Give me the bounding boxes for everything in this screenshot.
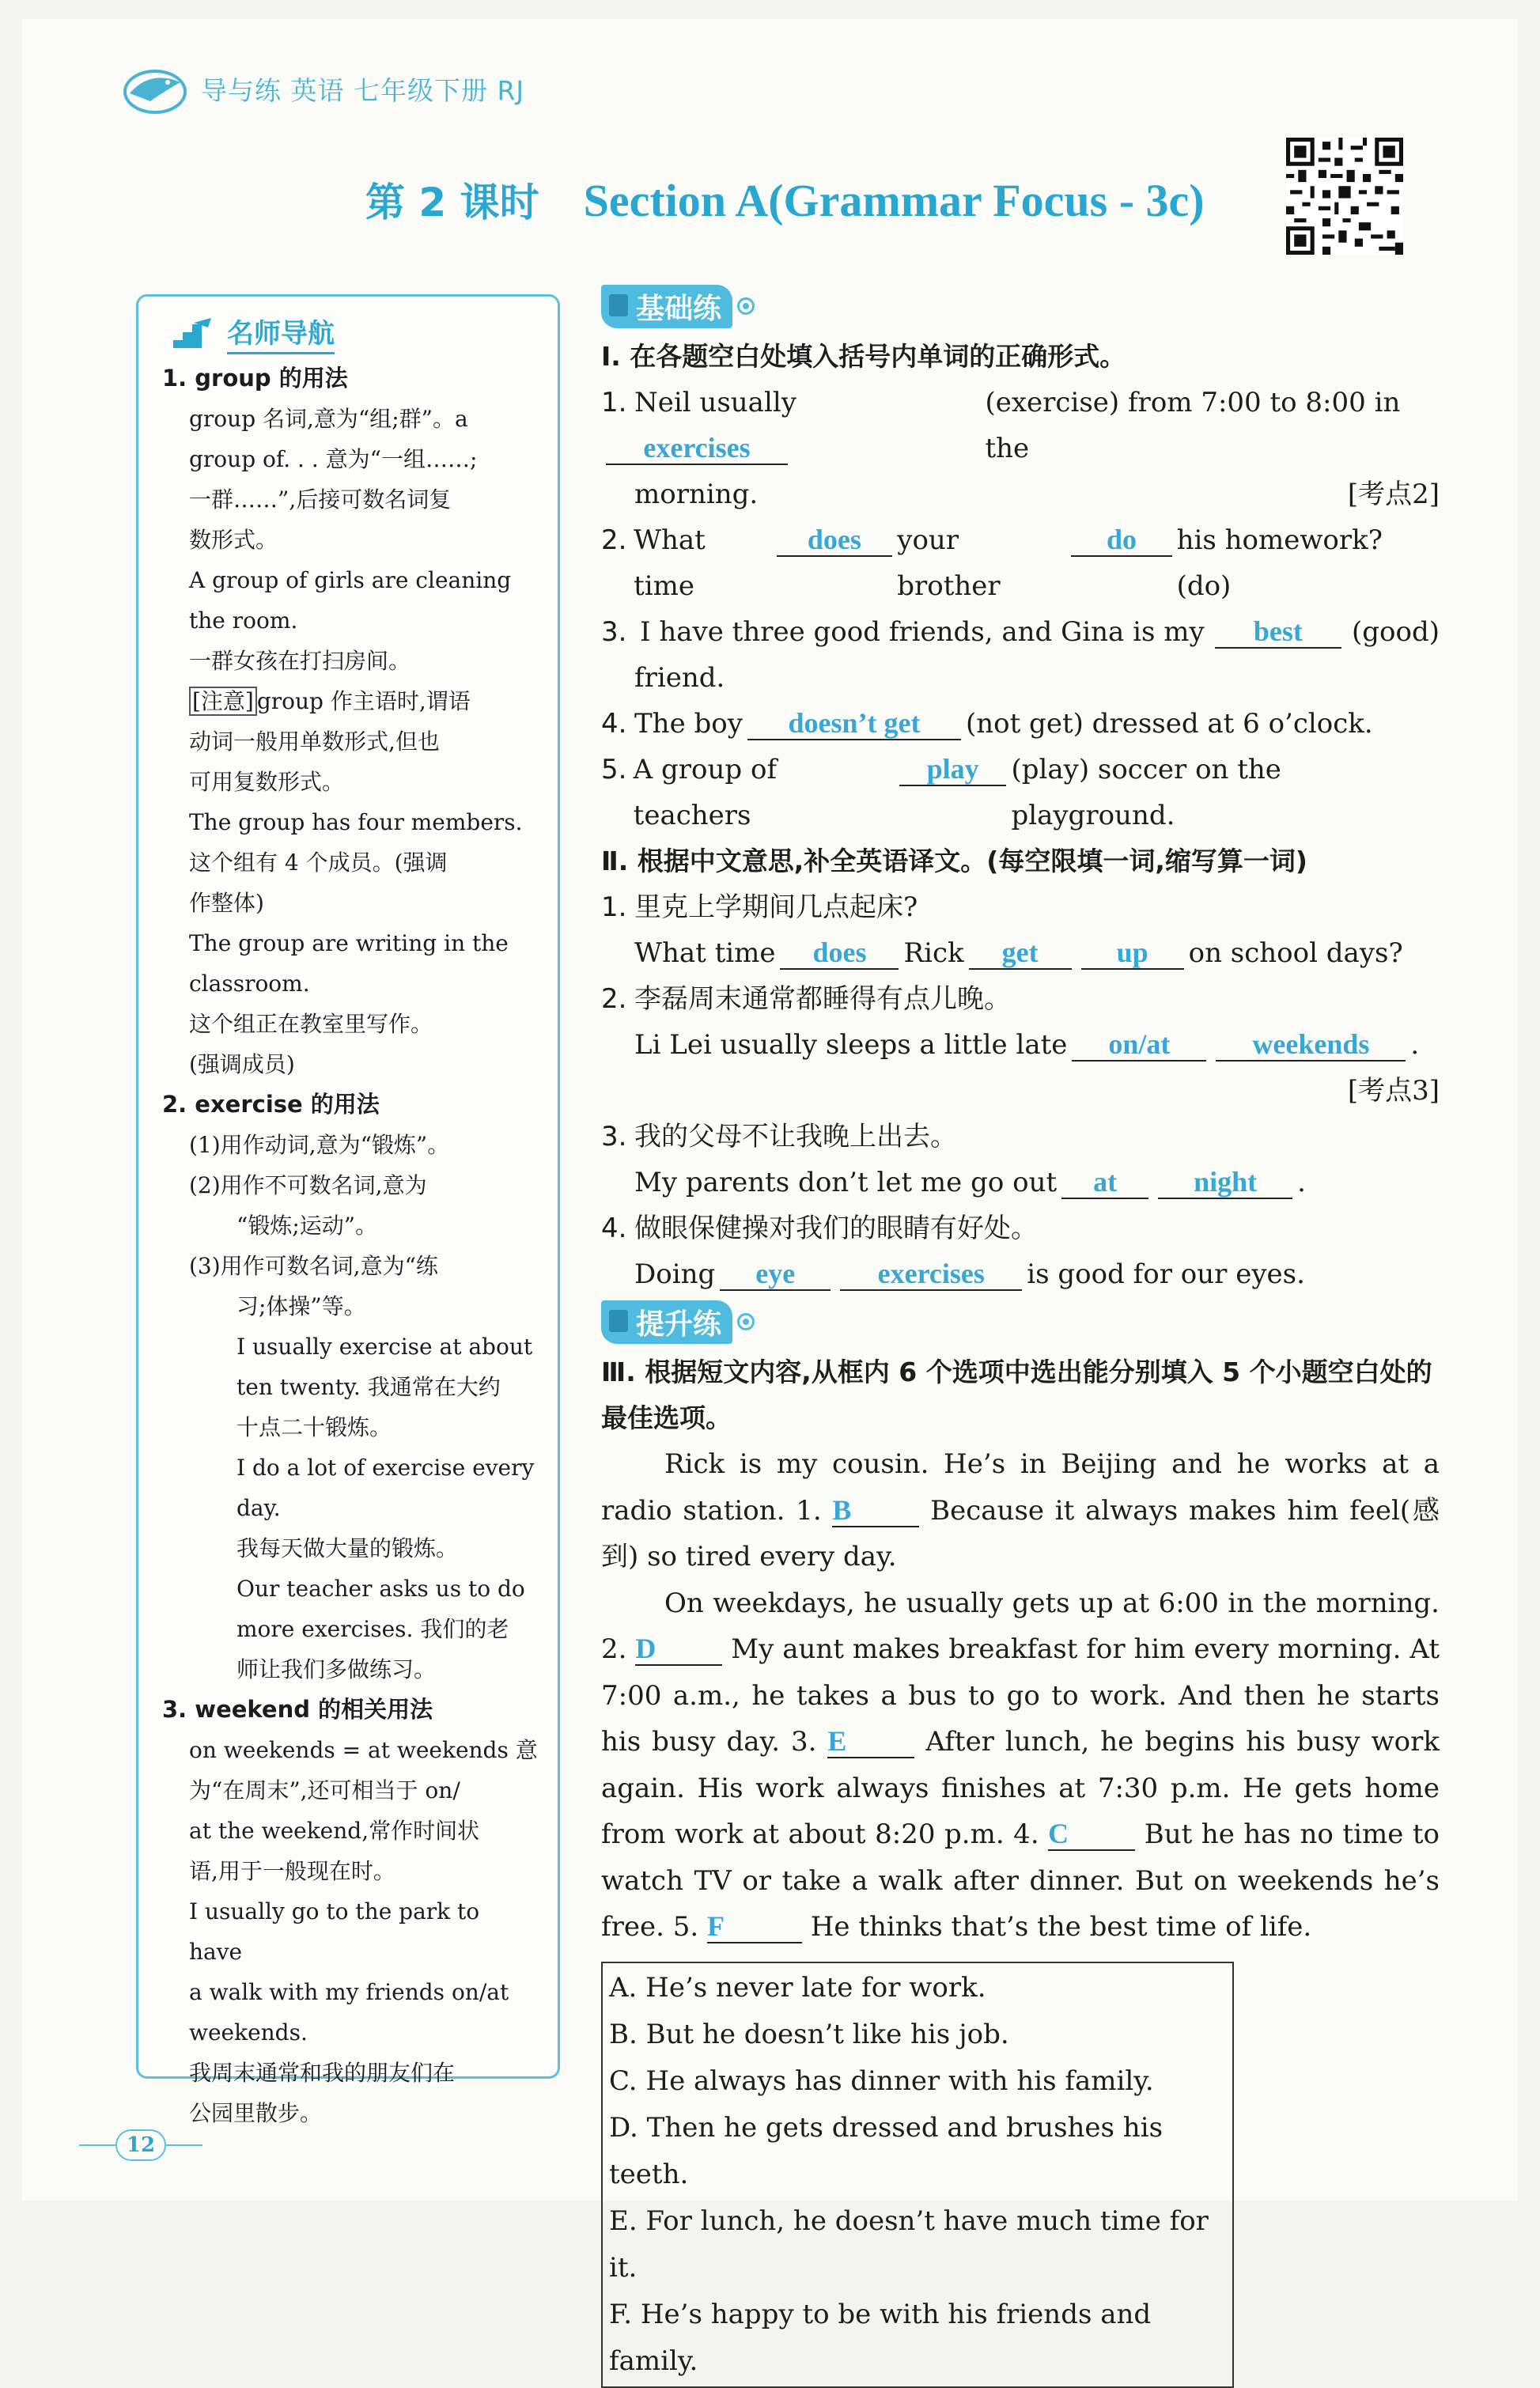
passage-text: After lunch, he begins his busy work again. His work always finishes at 7:30 p.m. He gets home from work at about 8:20 p.m. 4. (601, 1726, 1440, 1850)
sidebar-line: a walk with my friends on/at (189, 1979, 509, 2005)
passage-paragraph-2 (601, 1580, 1440, 1951)
option-item: A. He’s never late for work. (609, 1971, 986, 2004)
badge-dot-icon (737, 1313, 755, 1330)
passage-text: On weekdays, he usually gets up at 6:00 in the morning. 2. (601, 1587, 1440, 1665)
sidebar-line-text: group 作主语时,谓语 (256, 688, 471, 714)
sidebar-line: The group are writing in the (189, 930, 509, 956)
question-text: What time (634, 937, 776, 969)
passage-paragraph-1 (601, 1441, 1440, 1580)
part2-q3-cn (601, 1114, 1440, 1160)
question-text: on school days? (1188, 937, 1403, 969)
question-text: Rick (903, 937, 964, 969)
option-item: E. For lunch, he doesn’t have much time for it. (609, 2204, 1209, 2284)
passage-text: Rick is my cousin. He’s in Beijing and he works at a radio station. 1. (601, 1448, 1440, 1527)
sidebar-line: “锻炼;运动”。 (236, 1213, 378, 1239)
option-item: B. But he doesn’t like his job. (609, 2018, 1009, 2050)
sidebar-line: 这个组有 4 个成员。(强调 (189, 850, 448, 876)
lesson-title (365, 171, 1205, 228)
sidebar-line: on weekends = at weekends 意 (189, 1737, 538, 1763)
sidebar-example: 十点二十锻炼。 (236, 1414, 392, 1440)
running-header (119, 57, 524, 120)
sidebar-line: A group of girls are cleaning (189, 567, 512, 593)
answer-blank[interactable]: B (832, 1494, 919, 1527)
sidebar-example: 师让我们多做练习。 (236, 1656, 437, 1682)
part1-q1-cont (601, 471, 1440, 517)
usage-heading-exercise: 2. exercise 的用法 (162, 1091, 380, 1118)
option-item: D. Then he gets dressed and brushes his teeth. (609, 2111, 1164, 2190)
part2-q2-cn (601, 976, 1440, 1022)
sidebar-example: I do a lot of exercise every (236, 1455, 535, 1481)
part1-q3 (601, 609, 1440, 655)
answer-blank[interactable]: does (777, 524, 893, 557)
basic-section-badge (601, 283, 1440, 329)
sidebar-line: at the weekend,常作时间状 (189, 1818, 480, 1844)
badge-dot-icon (737, 297, 755, 315)
passage-text: But he has no time to watch TV or take a walk after dinner. But on weekends he’s free. 5. (601, 1818, 1440, 1943)
sidebar-example: ten twenty. 我通常在大约 (236, 1374, 501, 1400)
page-number: 12 (115, 2129, 166, 2161)
sidebar-line: 可用复数形式。 (189, 769, 345, 795)
question-text: The boy (634, 708, 743, 740)
part3-instruction: Ⅲ. 根据短文内容,从框内 6 个选项中选出能分别填入 5 个小题空白处的最佳选项。 (601, 1357, 1432, 1433)
part2-q4-en (601, 1251, 1440, 1297)
question-text: . (1410, 1029, 1420, 1061)
sidebar-line: 一群……”,后接可数名词复 (189, 486, 452, 513)
lesson-number: 第 2 课时 (365, 180, 539, 225)
sidebar-line: the room. (189, 607, 298, 634)
answer-blank[interactable]: best (1215, 615, 1341, 649)
sidebar-line: 为“在周末”,还可相当于 on/ (189, 1777, 460, 1803)
passage-text: My aunt makes breakfast for him every morning. At 7:00 a.m., he takes a bus to go to work. And then he starts his busy day. 3. (601, 1633, 1440, 1758)
question-number: 5. (601, 754, 627, 785)
question-text: (play) soccer on the playground. (1011, 754, 1281, 831)
sidebar-line: 数形式。 (189, 527, 278, 553)
part2-q2-tag-row (601, 1068, 1440, 1114)
answer-blank[interactable]: eye (720, 1258, 831, 1291)
sidebar-line: 一群女孩在打扫房间。 (189, 648, 411, 674)
question-number: 3. (601, 616, 627, 648)
sidebar-line: I usually go to the park to have (189, 1898, 480, 1965)
part1-q3-cont (601, 655, 1440, 701)
sidebar-example: Our teacher asks us to do (236, 1576, 525, 1602)
qr-code-icon[interactable] (1286, 138, 1403, 255)
part2-q2-en (601, 1022, 1440, 1068)
page-number-badge (79, 2129, 202, 2161)
usage-heading-group: 1. group 的用法 (162, 365, 348, 392)
dolphin-logo-icon (119, 59, 191, 119)
sidebar-title: 名师导航 (162, 312, 539, 354)
part1-q1 (601, 380, 1440, 471)
answer-blank[interactable]: D (635, 1633, 722, 1666)
answer-blank[interactable]: does (780, 937, 899, 970)
advanced-section-badge (601, 1299, 1440, 1345)
question-text: A group of teachers (633, 754, 778, 831)
usage-heading-weekend: 3. weekend 的相关用法 (162, 1696, 433, 1723)
answer-blank[interactable]: at (1061, 1166, 1148, 1199)
question-text: Li Lei usually sleeps a little late (634, 1029, 1068, 1061)
chinese-prompt: 做眼保健操对我们的眼睛有好处。 (634, 1213, 1038, 1244)
answer-blank[interactable]: play (899, 753, 1007, 786)
part1-q2 (601, 517, 1440, 609)
sidebar-line: weekends. (189, 2019, 308, 2046)
exam-point-tag: [考点2] (1347, 479, 1440, 510)
question-text: friend. (634, 662, 725, 694)
basic-section-label: 基础练 (601, 285, 732, 328)
chinese-prompt: 李磊周末通常都睡得有点儿晚。 (634, 983, 1011, 1015)
part2-q1-cn (601, 884, 1440, 930)
sidebar-note-line (162, 681, 539, 721)
part1-q5 (601, 747, 1440, 838)
sidebar-line: 这个组正在教室里写作。 (189, 1011, 433, 1037)
question-text: (good) (1352, 616, 1440, 648)
question-number: 2. (601, 524, 627, 556)
sidebar-line: group 名词,意为“组;群”。a (189, 406, 468, 432)
part2-instruction: Ⅱ. 根据中文意思,补全英语译文。(每空限填一词,缩写算一词) (601, 846, 1307, 876)
exercise-column (601, 283, 1440, 2388)
question-number: 1. (601, 891, 627, 923)
question-text: his homework? (do) (1176, 524, 1383, 602)
sidebar-line: 习;体操”等。 (236, 1293, 366, 1319)
answer-blank[interactable]: doesn’t get (747, 707, 961, 740)
page-number-rule (166, 2144, 202, 2146)
book-title: 导与练 英语 七年级下册 RJ (201, 74, 525, 106)
answer-blank[interactable]: exercises (606, 432, 788, 465)
sidebar-line: (2)用作不可数名词,意为 (189, 1172, 427, 1198)
sidebar-example: 我每天做大量的锻炼。 (236, 1535, 459, 1561)
question-text: your brother (897, 524, 1001, 602)
chinese-prompt: 我的父母不让我晚上出去。 (634, 1121, 957, 1152)
question-text: Neil usually (634, 387, 796, 418)
sidebar-line: 动词一般用单数形式,但也 (189, 729, 440, 755)
stairs-icon (162, 316, 221, 350)
sidebar-line: (1)用作动词,意为“锻炼”。 (189, 1132, 450, 1158)
options-box (601, 1962, 1234, 2388)
answer-blank[interactable]: on/at (1072, 1028, 1206, 1062)
question-text: (exercise) from 7:00 to 8:00 in the (985, 387, 1401, 464)
answer-blank[interactable]: night (1158, 1166, 1292, 1199)
answer-blank[interactable]: E (827, 1725, 914, 1758)
question-text: What time (634, 524, 706, 602)
chinese-prompt: 里克上学期间几点起床? (634, 891, 918, 923)
teacher-guide-sidebar (136, 294, 560, 2126)
passage-text: Because it always makes him feel(感到) so tired every day. (601, 1494, 1440, 1572)
answer-blank[interactable]: exercises (840, 1258, 1022, 1291)
sidebar-example: day. (236, 1495, 281, 1521)
sidebar-line: group of. . . 意为“一组……; (189, 446, 478, 472)
answer-blank[interactable]: up (1081, 937, 1184, 970)
part2-q4-cn (601, 1205, 1440, 1251)
part2-q1-en (601, 930, 1440, 976)
question-text: Doing (634, 1258, 716, 1290)
sidebar-line: The group has four members. (189, 809, 523, 835)
answer-blank[interactable]: weekends (1216, 1028, 1406, 1062)
sidebar-line: 作整体) (189, 890, 264, 916)
option-item: F. He’s happy to be with his friends and family. (609, 2298, 1152, 2377)
sidebar-example: more exercises. 我们的老 (236, 1616, 509, 1642)
sidebar-line: (3)用作可数名词,意为“练 (189, 1253, 438, 1279)
question-text: . (1297, 1167, 1306, 1198)
sidebar-line: 我周末通常和我的朋友们在 (189, 2060, 456, 2086)
page-number-rule (79, 2144, 115, 2146)
question-number: 2. (601, 983, 627, 1015)
passage-text: He thinks that’s the best time of life. (810, 1911, 1312, 1943)
option-item: C. He always has dinner with his family. (609, 2064, 1154, 2097)
exam-point-tag: [考点3] (1347, 1075, 1440, 1107)
sidebar-line: classroom. (189, 971, 310, 997)
answer-blank[interactable]: C (1048, 1818, 1135, 1851)
question-number: 1. (601, 387, 627, 418)
question-number: 3. (601, 1121, 627, 1152)
sidebar-example: I usually exercise at about (236, 1334, 533, 1360)
question-text: (not get) dressed at 6 o’clock. (965, 708, 1373, 740)
answer-blank[interactable]: do (1071, 524, 1171, 557)
part1-instruction: Ⅰ. 在各题空白处填入括号内单词的正确形式。 (601, 341, 1126, 372)
part1-q4 (601, 701, 1440, 747)
question-number: 4. (601, 708, 627, 740)
question-text: morning. (634, 479, 759, 510)
question-text: I have three good friends, and Gina is my (640, 616, 1205, 648)
answer-blank[interactable]: get (969, 937, 1072, 970)
question-text: My parents don’t let me go out (634, 1167, 1058, 1198)
note-tag: [注意] (189, 687, 257, 716)
sidebar-line: (强调成员) (189, 1051, 295, 1077)
part2-q3-en (601, 1160, 1440, 1205)
advanced-section-label: 提升练 (601, 1300, 732, 1344)
question-number: 4. (601, 1213, 627, 1244)
sidebar-line: 语,用于一般现在时。 (189, 1858, 395, 1884)
question-text: is good for our eyes. (1027, 1258, 1305, 1290)
sidebar-line: 公园里散步。 (189, 2100, 323, 2126)
answer-blank[interactable]: F (707, 1910, 802, 1943)
lesson-section: Section A(Grammar Focus - 3c) (583, 175, 1205, 226)
